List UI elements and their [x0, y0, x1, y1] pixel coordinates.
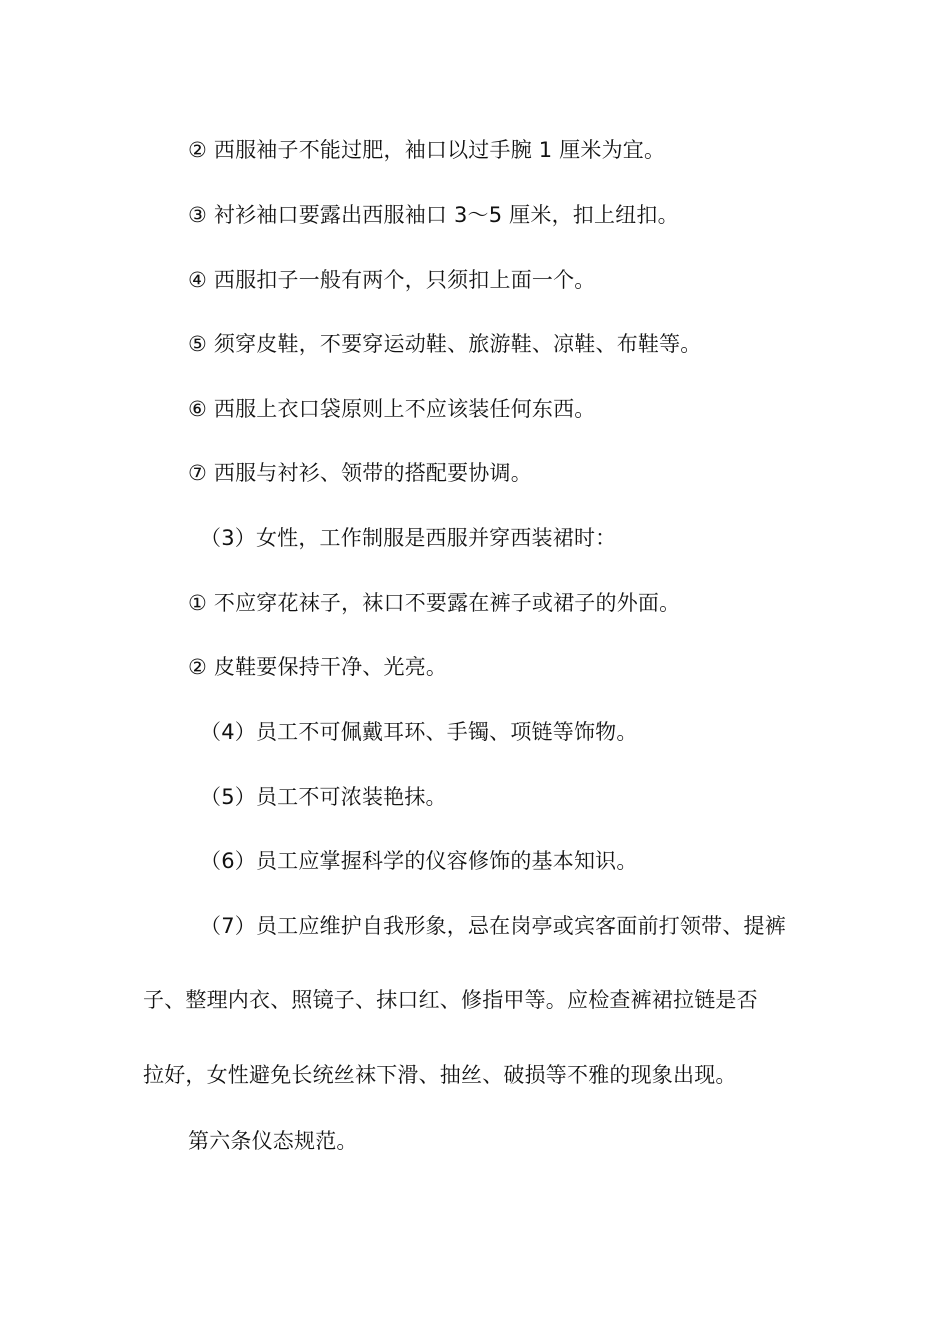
self-image-rule-line-3: 拉好，女性避免长统丝袜下滑、抽丝、破损等不雅的现象出现。 — [143, 1063, 737, 1087]
shirt-cuff-rule: ③ 衬衫袖口要露出西服袖口 3～5 厘米，扣上纽扣。 — [188, 203, 679, 227]
suit-button-rule: ④ 西服扣子一般有两个，只须扣上面一个。 — [188, 268, 596, 292]
grooming-knowledge-rule: （6）员工应掌握科学的仪容修饰的基本知识。 — [200, 849, 638, 873]
socks-rule: ① 不应穿花袜子，袜口不要露在裤子或裙子的外面。 — [188, 591, 681, 615]
leather-shoes-rule: ⑤ 须穿皮鞋，不要穿运动鞋、旅游鞋、凉鞋、布鞋等。 — [188, 332, 702, 356]
female-uniform-heading: （3）女性，工作制服是西服并穿西装裙时： — [200, 526, 617, 550]
makeup-rule: （5）员工不可浓装艳抹。 — [200, 785, 447, 809]
suit-matching-rule: ⑦ 西服与衬衫、领带的搭配要协调。 — [188, 461, 532, 485]
pocket-rule: ⑥ 西服上衣口袋原则上不应该装任何东西。 — [188, 397, 596, 421]
accessories-rule: （4）员工不可佩戴耳环、手镯、项链等饰物。 — [200, 720, 638, 744]
sleeve-width-rule: ② 西服袖子不能过肥，袖口以过手腕 1 厘米为宜。 — [188, 138, 666, 162]
article-six-heading: 第六条仪态规范。 — [188, 1129, 358, 1153]
self-image-rule-line-1: （7）员工应维护自我形象，忌在岗亭或宾客面前打领带、提裤 — [200, 914, 786, 938]
self-image-rule-line-2: 子、整理内衣、照镜子、抹口红、修指甲等。应检查裤裙拉链是否 — [143, 988, 758, 1012]
shoe-shine-rule: ② 皮鞋要保持干净、光亮。 — [188, 655, 448, 679]
